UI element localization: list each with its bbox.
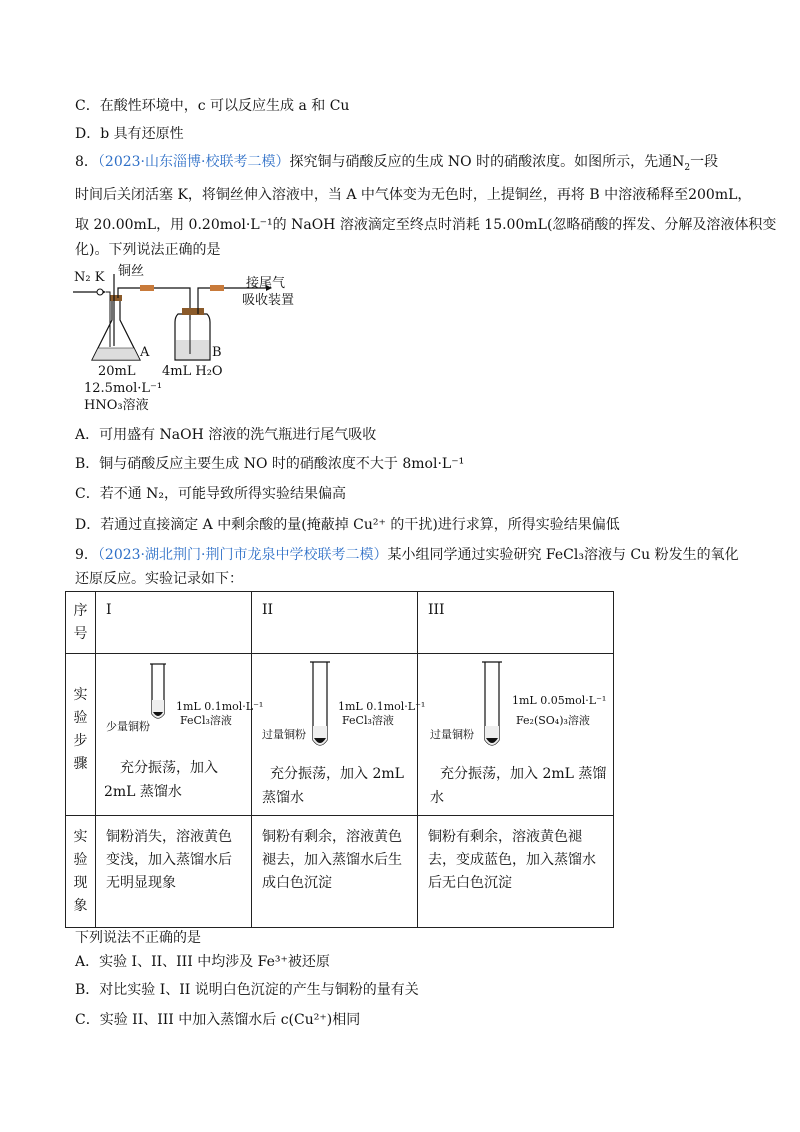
phen-label: 实 验 现 象 — [66, 816, 96, 928]
q9-option-b: B．对比实验 I、II 说明白色沉淀的产生与铜粉的量有关 — [75, 982, 419, 998]
powder-i: 少量铜粉 — [106, 720, 150, 733]
seq-label: 序 号 — [66, 592, 96, 654]
fig-tail1: 接尾气 — [246, 276, 286, 291]
fig-label-b: B — [212, 345, 222, 360]
reagent-ii-1: 1mL 0.1mol·L⁻¹ — [338, 700, 426, 713]
fig-n2k: N₂ K — [74, 270, 105, 285]
stopper-b — [182, 308, 204, 315]
test-tube-i — [148, 662, 168, 724]
q8-line1 — [75, 152, 718, 178]
fig-a-conc: 12.5mol·L⁻¹ — [84, 381, 163, 396]
reagent-iii-2: Fe₂(SO₄)₃溶液 — [516, 714, 590, 727]
q8-line4: 化)。下列说法正确的是 — [75, 242, 221, 258]
col-iii-header: III — [418, 592, 614, 654]
q9-option-a: A．实验 I、II、III 中均涉及 Fe³⁺被还原 — [75, 954, 330, 970]
q8-text: 200mL， — [688, 187, 752, 203]
reagent-iii-1: 1mL 0.05mol·L⁻¹ — [512, 694, 607, 707]
q8-source: （2023·山东淄博·校联考二模） — [97, 154, 290, 170]
step-ii-text1: 充分振荡，加入 2mL — [270, 766, 404, 782]
q8-option-a: A．可用盛有 NaOH 溶液的洗气瓶进行尾气吸收 — [75, 427, 377, 443]
stopper-a — [110, 295, 122, 301]
step-ii-text2: 蒸馏水 — [262, 790, 304, 806]
q9-line1 — [75, 545, 739, 565]
option-c-prev: C．在酸性环境中，c 可以反应生成 a 和 Cu — [75, 98, 350, 114]
q8-text: 探究铜与硝酸反应的生成 NO 时的硝酸浓度。如图所示，先通 — [289, 154, 673, 170]
reagent-i-2: FeCl₃溶液 — [180, 714, 232, 727]
q9-option-c: C．实验 II、III 中加入蒸馏水后 c(Cu²⁺)相同 — [75, 1012, 361, 1028]
q8-option-b: B．铜与硝酸反应主要生成 NO 时的硝酸浓度不大于 8mol·L⁻¹ — [75, 456, 465, 472]
q8-option-d: D．若通过直接滴定 A 中剩余酸的量(掩蔽掉 Cu²⁺ 的干扰)进行求算，所得实验结果偏低 — [75, 517, 620, 533]
q9-stem: 下列说法不正确的是 — [75, 930, 201, 946]
q9-number: 9． — [75, 547, 98, 563]
connecting-tube — [118, 288, 190, 320]
phen-cell-iii: 铜粉有剩余，溶液黄色褪 去，变成蓝色，加入蒸馏水 后无白色沉淀 — [418, 816, 614, 928]
table-row — [66, 816, 614, 928]
q8-option-c: C．若不通 N₂，可能导致所得实验结果偏高 — [75, 486, 347, 502]
n2-formula: N — [672, 154, 685, 170]
fig-a-vol: 20mL — [98, 364, 136, 379]
q9-line2: 还原反应。实验记录如下： — [75, 571, 243, 587]
powder-ii: 过量铜粉 — [262, 728, 306, 741]
step-iii-text2: 水 — [430, 790, 444, 806]
test-tube-iii — [480, 660, 504, 752]
phen-cell-i: 铜粉消失，溶液黄色 变浅，加入蒸馏水后 无明显现象 — [96, 816, 252, 928]
q8-text: 时间后关闭活塞 K，将铜丝伸入溶液中，当 A 中气体变为无色时，上提铜丝，再将 B 中溶液稀释至 — [75, 187, 689, 203]
fig-tail2: 吸收装置 — [242, 293, 295, 308]
step-i-text1: 充分振荡，加入 — [120, 760, 218, 776]
col-i-header: I — [96, 592, 252, 654]
step-i-text2: 2mL 蒸馏水 — [104, 784, 182, 800]
n2-sub: 2 — [684, 162, 691, 173]
q8-number: 8． — [75, 154, 98, 170]
test-tube-ii — [308, 660, 332, 752]
powder-iii: 过量铜粉 — [430, 728, 474, 741]
col-ii-header: II — [252, 592, 418, 654]
step-label: 实 验 步 骤 — [66, 654, 96, 816]
q9-text: 某小组同学通过实验研究 FeCl₃溶液与 Cu 粉发生的氧化 — [387, 547, 739, 563]
q8-line2 — [75, 185, 751, 205]
table-row — [66, 592, 614, 654]
fig-label-a: A — [140, 345, 150, 360]
q8-line3: 取 20.00mL，用 0.20mol·L⁻¹的 NaOH 溶液滴定至终点时消耗 15.00mL(忽略硝酸的挥发、分解及溶液体积变 — [75, 217, 777, 233]
fig-wire: 铜丝 — [118, 264, 145, 279]
fig-b-content: 4mL H₂O — [162, 364, 223, 379]
stopcock-icon — [97, 289, 103, 295]
reagent-i-1: 1mL 0.1mol·L⁻¹ — [176, 700, 264, 713]
fig-a-name: HNO₃溶液 — [84, 398, 149, 413]
q9-source: （2023·湖北荆门·荆门市龙泉中学校联考二模） — [97, 547, 388, 563]
q8-text: 一段 — [690, 154, 719, 170]
option-d-prev: D．b 具有还原性 — [75, 126, 184, 142]
step-iii-text1: 充分振荡，加入 2mL 蒸馏 — [440, 766, 607, 782]
reagent-ii-2: FeCl₃溶液 — [342, 714, 394, 727]
phen-cell-ii: 铜粉有剩余，溶液黄色 褪去，加入蒸馏水后生 成白色沉淀 — [252, 816, 418, 928]
